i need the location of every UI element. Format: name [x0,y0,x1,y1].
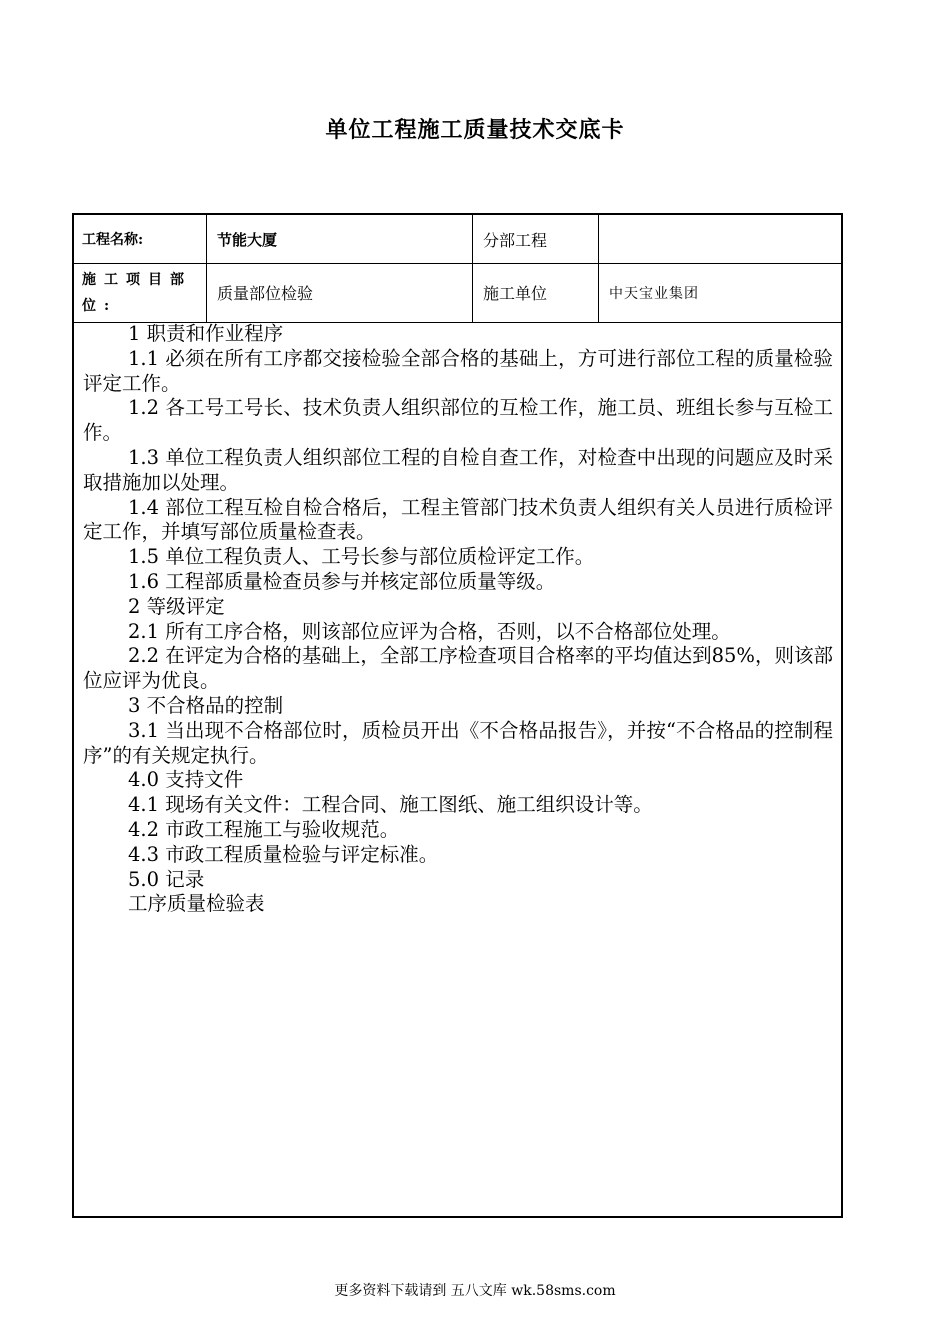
project-name-value-cell [207,215,473,263]
sub-project-value-cell [599,215,841,263]
content-line: 4.2 市政工程施工与验收规范。 [128,817,400,841]
content-line: 1.5 单位工程负责人、工号长参与部位质检评定工作。 [128,545,595,569]
dept-label: 施工项目部位: [82,271,192,314]
content-line: 4.0 支持文件 [128,768,244,792]
content-body [74,322,841,917]
header-row-2 [74,263,841,323]
dept-value-cell [207,263,473,322]
content-line: 1.3 单位工程负责人组织部位工程的自检自查工作，对检查中出现的问题应及时采取措施加以处理。 [83,445,833,494]
construction-unit-label: 施工单位 [483,284,548,303]
disclosure-card [72,213,843,1218]
content-line: 工序质量检验表 [128,892,265,916]
content-line: 1.6 工程部质量检查员参与并核定部位质量等级。 [128,569,556,593]
footer-text: 更多资料下载请到 五八文库 wk.58sms.com [334,1283,616,1299]
content-line: 2.2 在评定为合格的基础上，全部工序检查项目合格率的平均值达到85%，则该部位应评为优良。 [83,644,833,693]
content-line: 4.1 现场有关文件：工程合同、施工图纸、施工组织设计等。 [128,793,653,817]
sub-project-label-cell [473,215,599,263]
project-name-label-cell [74,215,207,263]
construction-unit-label-cell [473,263,599,322]
content-line: 1.1 必须在所有工序都交接检验全部合格的基础上，方可进行部位工程的质量检验评定工作。 [83,346,833,395]
content-line: 5.0 记录 [128,867,205,891]
content-line: 1 职责和作业程序 [128,322,284,345]
construction-unit-value: 中天宝业集团 [609,285,699,302]
dept-value: 质量部位检验 [217,284,314,303]
content-line: 4.3 市政工程质量检验与评定标准。 [128,842,439,866]
page-title: 单位工程施工质量技术交底卡 [325,117,625,143]
dept-label-cell [74,263,207,322]
project-name-label: 工程名称: [82,232,144,248]
content-line: 1.4 部位工程互检自检合格后，工程主管部门技术负责人组织有关人员进行质检评定工作，并填写部位质量检查表。 [83,495,833,544]
content-line: 2 等级评定 [128,594,225,618]
project-name-value: 节能大厦 [217,230,278,249]
content-line: 3.1 当出现不合格部位时，质检员开出《不合格品报告》，并按“不合格品的控制程序”的有关规定执行。 [83,718,833,767]
content-line: 3 不合格品的控制 [128,693,284,717]
content-line: 2.1 所有工序合格，则该部位应评为合格，否则，以不合格部位处理。 [128,619,731,643]
sub-project-label: 分部工程 [483,230,548,250]
construction-unit-value-cell [599,263,841,322]
content-line: 1.2 各工号工号长、技术负责人组织部位的互检工作，施工员、班组长参与互检工作。 [83,396,833,445]
header-row-1 [74,215,841,264]
